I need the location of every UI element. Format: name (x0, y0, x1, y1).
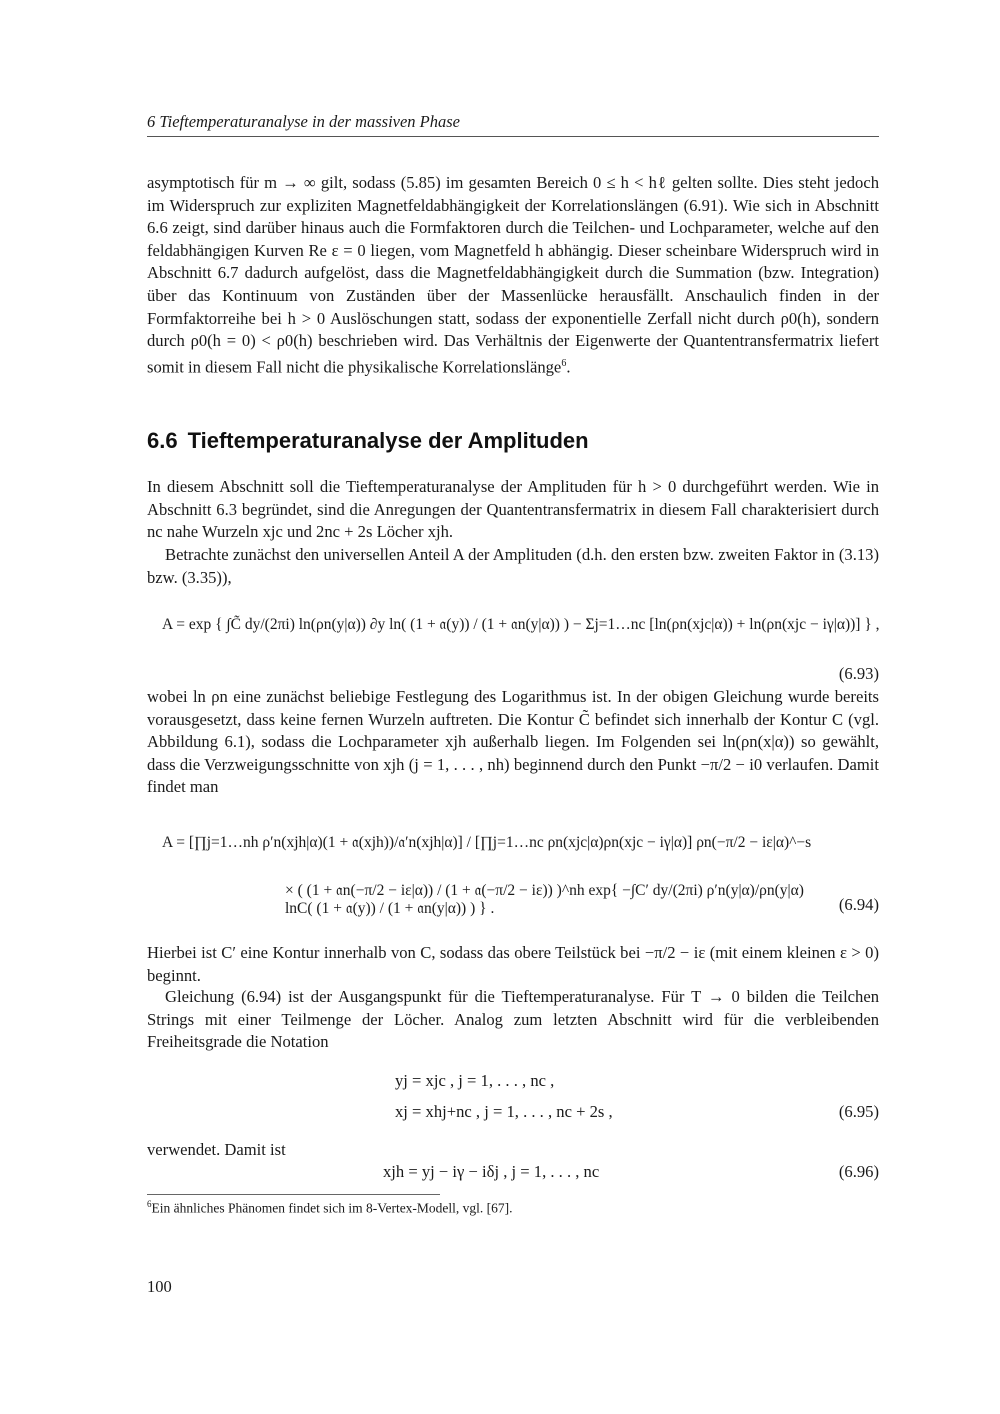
running-header: 6 Tieftemperaturanalyse in der massiven Phase (147, 112, 461, 131)
footnote (147, 1199, 513, 1217)
equation-6-95-line-1: yj = xjc , j = 1, . . . , nc , (395, 1071, 555, 1090)
footnote-mark: 6 (561, 357, 567, 369)
paragraph-1-text: asymptotisch für m → ∞ gilt, sodass (5.85) im gesamten Bereich 0 ≤ h < hℓ gelten sollte. Dies steht jedoch im Widerspruch zur expliziten Magnetfeldabhängigkeit der Korrelationslängen (6.91). Wie sich in Abschnitt 6.6 zeigt, sind darüber hinaus auch die Formfaktoren durch die Teilchen- und Lochparameter, welche auf den feldabhängigen Kurven Re ε = 0 liegen, vom Magnetfeld h abhängig. Dieser scheinbare Widerspruch wird in Abschnitt 6.7 dadurch aufgelöst, dass die Magnetfeldabhängigkeit durch die Summation (bzw. Integration) über das Kontinuum von Zuständen über der Massenlücke herausfällt. Anschaulich finden in der Formfaktorreihe bei h > 0 Auslöschungen statt, sodass der exponentielle Zerfall nicht durch ρ0(h), sondern durch ρ0(h = 0) < ρ0(h) beschrieben wird. Das Verhältnis der Eigenwerte der Quantentransfermatrix liefert somit in diesem Fall nicht die physikalische Korrelationslänge (147, 173, 879, 377)
section-title: Tieftemperaturanalyse der Amplituden (187, 428, 589, 453)
paragraph-3: Betrachte zunächst den universellen Anteil A der Amplituden (d.h. den ersten bzw. zweiten Faktor in (3.13) bzw. (3.35)), (147, 545, 879, 587)
header-rule (147, 136, 879, 137)
paragraph-6: Gleichung (6.94) ist der Ausgangspunkt für die Tieftemperaturanalyse. Für T → 0 bilden die Teilchen Strings mit einer Teilmenge der Löcher. Analog zum letzten Abschnitt wird für die verbleibenden Freiheitsgrade die Notation (147, 987, 879, 1052)
equation-number-6-93: (6.93) (838, 664, 879, 683)
paragraph-7: verwendet. Damit ist (147, 1140, 286, 1159)
paragraph-5: Hierbei ist C′ eine Kontur innerhalb von C, sodass das obere Teilstück bei −π/2 − iε (mit einem kleinen ε > 0) beginnt. (147, 943, 879, 985)
equation-6-94-line-1: A = [∏j=1…nh ρ′n(xjh|α)(1 + 𝔞(xjh))/𝔞′n(xjh|α)] / [∏j=1…nc ρn(xjc|α)ρn(xjc − iγ|α)] ρn(−π/2 − iε|α)^−s (162, 834, 812, 851)
paragraph-2: In diesem Abschnitt soll die Tieftemperaturanalyse der Amplituden für h > 0 durchgeführt werden. Wie in Abschnitt 6.3 begründet, sind die Anregungen der Quantentransfermatrix in diesem Fall charakterisiert durch nc nahe Wurzeln xjc und 2nc + 2s Löcher xjh. (147, 477, 879, 542)
equation-6-94-line-2: × ( (1 + 𝔞n(−π/2 − iε|α)) / (1 + 𝔞(−π/2 − iε)) )^nh exp{ −∫C′ dy/(2πi) ρ′n(y|α)/ρn(y|α) lnC( (1 + 𝔞(y)) / (1 + 𝔞n(y|α)) ) } . (285, 882, 804, 917)
section-heading (147, 428, 589, 454)
footnote-text: Ein ähnliches Phänomen findet sich im 8-Vertex-Modell, vgl. [67]. (151, 1200, 513, 1216)
equation-number-6-95: (6.95) (838, 1102, 879, 1121)
page-number: 100 (147, 1277, 172, 1296)
equation-number-6-94: (6.94) (838, 895, 879, 914)
footnote-rule (147, 1194, 440, 1195)
paragraph-4: wobei ln ρn eine zunächst beliebige Festlegung des Logarithmus ist. In der obigen Gleichung wurde bereits vorausgesetzt, dass keine fernen Wurzeln auftreten. Die Kontur C̃ befindet sich innerhalb der Kontur C (vgl. Abbildung 6.1), sodass die Lochparameter xjh außerhalb liegen. Im Folgenden sei ln(ρn(x|α)) so gewählt, dass die Verzweigungsschnitte von xjh (j = 1, . . . , nh) beginnend durch den Punkt −π/2 − i0 verlaufen. Damit findet man (147, 687, 879, 797)
equation-6-95-line-2: xj = xhj+nc , j = 1, . . . , nc + 2s , (395, 1102, 613, 1121)
equation-6-93: A = exp { ∫C̃ dy/(2πi) ln(ρn(y|α)) ∂y ln( (1 + 𝔞(y)) / (1 + 𝔞n(y|α)) ) − Σj=1…nc [ln(ρn(xjc|α)) + ln(ρn(xjc − iγ|α))] } , (162, 616, 880, 633)
section-number: 6.6 (147, 428, 178, 453)
equation-number-6-96: (6.96) (838, 1162, 879, 1181)
footnote-number: 6 (147, 1199, 152, 1209)
equation-6-96: xjh = yj − iγ − iδj , j = 1, . . . , nc (383, 1162, 600, 1181)
paragraph-1: asymptotisch für m → ∞ gilt, sodass (5.85) im gesamten Bereich 0 ≤ h < hℓ gelten sollte. Dies steht jedoch im Widerspruch zur expliziten Magnetfeldabhängigkeit der Korrelationslängen (6.91). Wie sich in Abschnitt 6.6 zeigt, sind darüber hinaus auch die Formfaktoren durch die Teilchen- und Lochparameter, welche auf den feldabhängigen Kurven Re ε = 0 liegen, vom Magnetfeld h abhängig. Dieser scheinbare Widerspruch wird in Abschnitt 6.7 dadurch aufgelöst, dass die Magnetfeldabhängigkeit durch die Summation (bzw. Integration) über das Kontinuum von Zuständen über der Massenlücke herausfällt. Anschaulich finden in der Formfaktorreihe bei h > 0 Auslöschungen statt, sodass der exponentielle Zerfall nicht durch ρ0(h), sondern durch ρ0(h = 0) < ρ0(h) beschrieben wird. Das Verhältnis der Eigenwerte der Quantentransfermatrix liefert somit in diesem Fall nicht die physikalische Korrelationslänge$^6$. (147, 173, 879, 377)
